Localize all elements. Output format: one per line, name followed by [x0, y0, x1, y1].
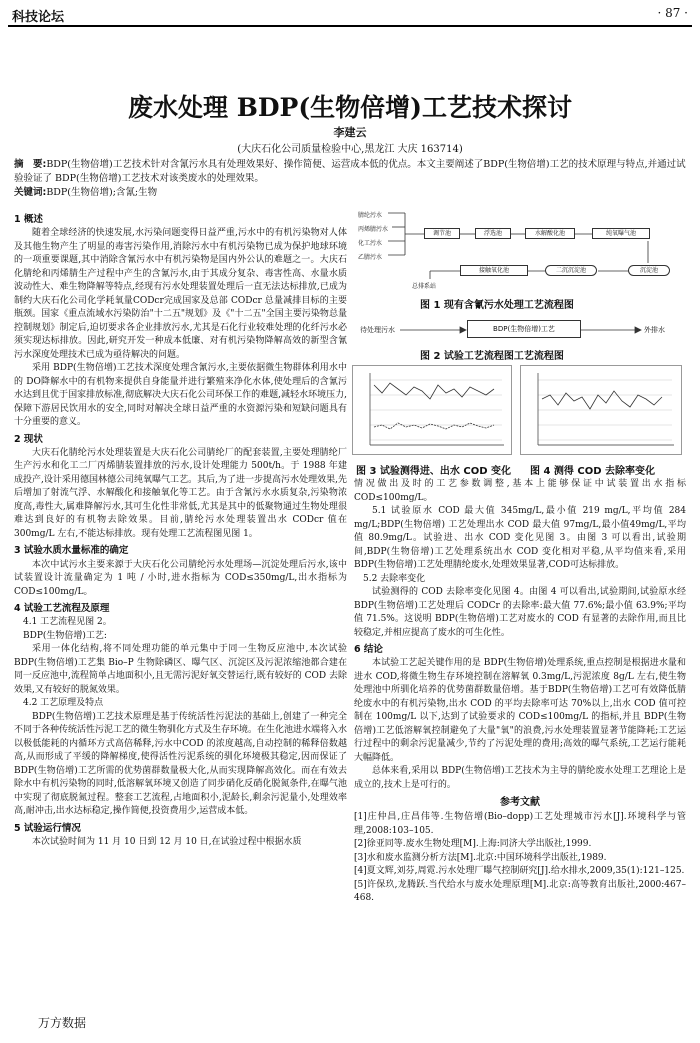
figure-1-caption: 图 1 现有含氰污水处理工艺流程图 [420, 300, 574, 311]
figure-2-caption: 图 2 试验工艺流程图工艺流程图 [420, 351, 564, 362]
fig1-box: 沉淀池 [628, 265, 670, 276]
section-heading: 6 结论 [354, 644, 383, 655]
fig1-input: 腈纶污水 [358, 212, 383, 219]
author: 李建云 [333, 126, 367, 139]
paragraph: 本次中试污水主要来源于大庆石化公司腈纶污水处理场—沉淀处理后污水,该中试装置设计流量确定为 1 吨 / 小时,进水指标为 COD≤350mg/L,出水指标为 COD≤100mg/L。 [14, 559, 347, 597]
abstract-label: 摘 要: [14, 159, 47, 170]
section-heading: 1 概述 [14, 214, 43, 225]
section-heading: 4 试验工艺流程及原理 [14, 603, 110, 615]
figure-4-caption: 图 4 测得 COD 去除率变化 [530, 466, 656, 477]
section-heading: 5 试验运行情况 [14, 822, 81, 834]
subheading: 4.2 工艺原理及特点 [23, 698, 104, 709]
paragraph: 5.1 试验原水 COD 最大值 345mg/L,最小值 219 mg/L,平均值 284 mg/L;BDP(生物倍增) 工艺处理出水 COD 最大值 97mg/L,最小值49mg/L,平均值 80.9mg/L。试验进、出水 COD 变化见图 3。由图 3 可以看出,试验期间,BDP(生物倍增)工艺处理系统出水 COD 变化相对平稳,从平均值来看,采用 BDP(生物倍增)工艺处理腈纶废水,处理效果显著,COD可达标排放。 [354, 506, 686, 570]
figure-4-plot [520, 365, 682, 455]
reference-item: [1]庄仲昌,庄昌伟等.生物倍增(Bio–dopp)工艺处理城市污水[J].环境科学与管理,2008:103–105. [354, 812, 686, 836]
fig2-input: 待处理污水 [360, 326, 395, 334]
page-number: · 87 · [657, 6, 688, 20]
fig2-process-box: BDP(生物倍增)工艺 [467, 320, 581, 338]
reference-item: [5]许保玖,龙腾跃.当代给水与废水处理原理[M].北京:高等教育出版社,2000:467–468. [354, 879, 686, 904]
paragraph: BDP(生物倍增)工艺技术原理是基于传统活性污泥法的基础上,创建了一种完全不同于各种传统活性污泥工艺的微生物驯化方式及生存环境。在生化池进水端将入水以极低能耗的内循环方式高倍稀释,污水中COD 的浓度越高,自动控制的稀释倍数越高,从而形成了平缓的降解梯度,使得活性污泥系统的驯化环境极其稳定,因而保证了 BDP(生物倍增)工艺所需的优势菌群数量极大化,从而实现降解高效化。而在有效去除水中有机污染物的同时,低溶解氧环境又创造了同步硝化反硝化脱氮条件,在曝气池中实现了彻底脱氮过程。整套工艺流程,占地面积小,泥龄长,剩余污泥量小,处理效率高,耐冲击,出水达标稳定,操作简便,投资费用少,运营成本低。 [14, 711, 348, 817]
footer-watermark: 万方数据 [38, 1016, 87, 1030]
fig1-connectors [350, 205, 685, 295]
paragraph: 采用 BDP(生物倍增)工艺技术深度处理含氰污水,主要依据微生物群体利用水中的 DO降解水中的有机物来提供自身能量并进行繁殖来净化水体,使处理后的含氰污水达到且优于国家排放标准,彻底解决大庆石化公司环保工作的难题,减轻水环境压力,保障下游居民饮用水的安全,同时对解决全球日益严重的水资源污染和短缺问题具有十分重要的意义。 [14, 363, 347, 428]
paper-title: 废水处理 BDP(生物倍增)工艺技术探讨 [128, 93, 572, 122]
header-rule [8, 25, 692, 27]
fig1-box: 浮选池 [475, 228, 511, 239]
abstract-text: BDP(生物倍增)工艺技术针对含氰污水具有处理效果好、操作简便、运营成本低的优点。本文主要阐述了BDP(生物倍增)工艺的技术原理与特点,并通过试验验证了 BDP(生物倍增)工艺技术对该类废水的处理效果。 [14, 159, 686, 184]
paragraph: 本次试验时间为 11 月 10 日到 12 月 10 日,在试验过程中根据水质 [32, 836, 302, 847]
fig2-output: 外排水 [644, 326, 665, 334]
fig1-box: 接触氧化池 [460, 265, 528, 276]
right-column [354, 478, 686, 906]
subheading: BDP(生物倍增)工艺: [23, 630, 107, 641]
figure-3-plot [352, 365, 512, 455]
affiliation: (大庆石化公司质量检验中心,黑龙江 大庆 163714) [237, 144, 463, 155]
references-heading: 参考文献 [500, 797, 540, 809]
subheading: 4.1 工艺流程见图 2。 [23, 617, 112, 628]
fig1-box: 二沉沉淀池 [545, 265, 597, 276]
reference-item: [2]徐亚同等.废水生物处理[M].上海:同济大学出版社,1999. [354, 839, 592, 850]
fig1-input: 丙烯腈污水 [358, 226, 389, 233]
fig1-outfall: 总排系站 [412, 283, 437, 290]
keywords-label: 关键词: [14, 186, 47, 198]
fig1-box: 纯氧曝气池 [592, 228, 650, 239]
paragraph: 本试验工艺起关键作用的是 BDP(生物倍增)处理系统,重点控制是根据进水量和进水 COD,将微生物生存环境控制在溶解氧 0.3mg/L,污泥浓度 8g/L 左右,使生物处理池中所驯化培养的优势菌群数量倍增。基于BDP(生物倍增)工艺可有效降低腈纶废水中的有机污染物,出水 COD 的平均去除率可达 70%以上,出水 COD 值可控制在 100mg/L 以下,达到了试验要求的 COD≤100mg/L 的指标,并且 BDP(生物倍增)工艺低溶解氧控制避免了大量"氧"的浪费,污水处理装置显著节能降耗;工艺运行过程中的剩余污泥量减少,节约了污泥处理的费用;高效的曝气系统,工艺运行能耗大幅降低。 [354, 658, 686, 763]
left-column [14, 210, 347, 849]
reference-item: [3]水和废水监测分析方法[M].北京:中国环境科学出版社,1989. [354, 852, 607, 863]
paragraph: 大庆石化腈纶污水处理装置是大庆石化公司腈纶厂的配套装置,主要处理腈纶厂生产污水和化工二厂丙烯腈装置排放的污水,设计处理能力 500t/h。于 1988 年建成投产,设计采用德国林德公司纯氧曝气工艺。其后,为了进一步提高污水处理效果,先后增加了射流气浮、水解酸化和接触氧化等工艺。由于含氰污水水质复杂,污染物浓度高,毒性大,属难降解污水,其可生化性非常低,尤其是其中的低聚物通过生物处理很难达到良好的有机物去除效果。目前,腈纶污水处理装置出水 CODcr 值在 300mg/L 左右,不能达标排放。现有处理工艺流程图见图 1。 [14, 447, 347, 539]
paragraph: 情况做出及时的工艺参数调整,基本上能够保证中试装置出水指标COD≤100mg/L。 [354, 479, 686, 503]
abstract-block [14, 158, 686, 199]
paragraph: 试验测得的 COD 去除率变化见图 4。由图 4 可以看出,试验期间,试验原水经 BDP(生物倍增)工艺处理后 CODCr 的去除率:最大值 77.6%;最小值 63.9%;平均值 71.5%。这说明 BDP(生物倍增)工艺对废水的 COD 有显著的去除作用,而且比较稳定,并相应提高了废水的可生化性。 [354, 587, 686, 638]
journal-section: 科技论坛 [12, 10, 65, 25]
subheading: 5.2 去除率变化 [363, 573, 426, 584]
fig1-box: 调节池 [424, 228, 460, 239]
fig1-box: 水解酸化池 [525, 228, 575, 239]
fig1-input: 乙腈污水 [358, 254, 383, 261]
section-heading: 2 现状 [14, 433, 43, 445]
section-heading: 3 试验水质水量标准的确定 [14, 545, 129, 557]
keywords-text: BDP(生物倍增);含氰;生物 [46, 186, 158, 198]
paragraph: 总体来看,采用以 BDP(生物倍增)工艺技术为主导的腈纶废水处理工艺理论上是成立的,技术上是可行的。 [354, 766, 686, 790]
figure-3-caption: 图 3 试验测得进、出水 COD 变化 [356, 466, 512, 477]
paragraph: 采用一体化结构,将不同处理功能的单元集中于同一生物反应池中,本次试验 BDP(生物倍增)工艺集 Bio–P 生物除磷区、曝气区、沉淀区及污泥浓缩池都合建在同一反应池中,流程简单占地面积小,且无需污泥好氧交替运行,既有较好的 COD 去除效果,又有较好的脱氮效果。 [14, 644, 347, 695]
paragraph: 随着全球经济的快速发展,水污染问题变得日益严重,污水中的有机污染物对人体及其他生物产生了明显的毒害污染作用,消除污水中有机污染物已成为保护地球环境的一项重要课题,其中消除含氰污水中有机污染物是国内外公认的难题之一。大庆石化腈纶和丙烯腈生产过程中产生的含氰污水,由于其成分复杂、毒害性高、水量水质波动性大、难生物降解等特点,经现有污水处理装置处理后一直无法达标排放,已成为制约大庆石化公司化学耗氧量CODcr完成国家及总部 CODcr 总量减排目标的主要瓶颈。国家《重点流域水污染防治"十二五"规划》及《"十二五"全国主要污染物总量控制规划》制定后,迫切要求各企业排放污水,尤其是石化行业较难处理的化纤污水必须实现达标排放。因此,研究开发一种成本低廉、对有机污染物降解高效的新型含氰污水深度处理技术已成为亟待解决的问题。 [14, 228, 347, 360]
reference-item: [4]夏文辉,刘芬,周霓.污水处理厂曝气控制研究[J].给水排水,2009,35(1):121–125. [354, 866, 685, 877]
fig1-input: 化工污水 [358, 240, 383, 247]
